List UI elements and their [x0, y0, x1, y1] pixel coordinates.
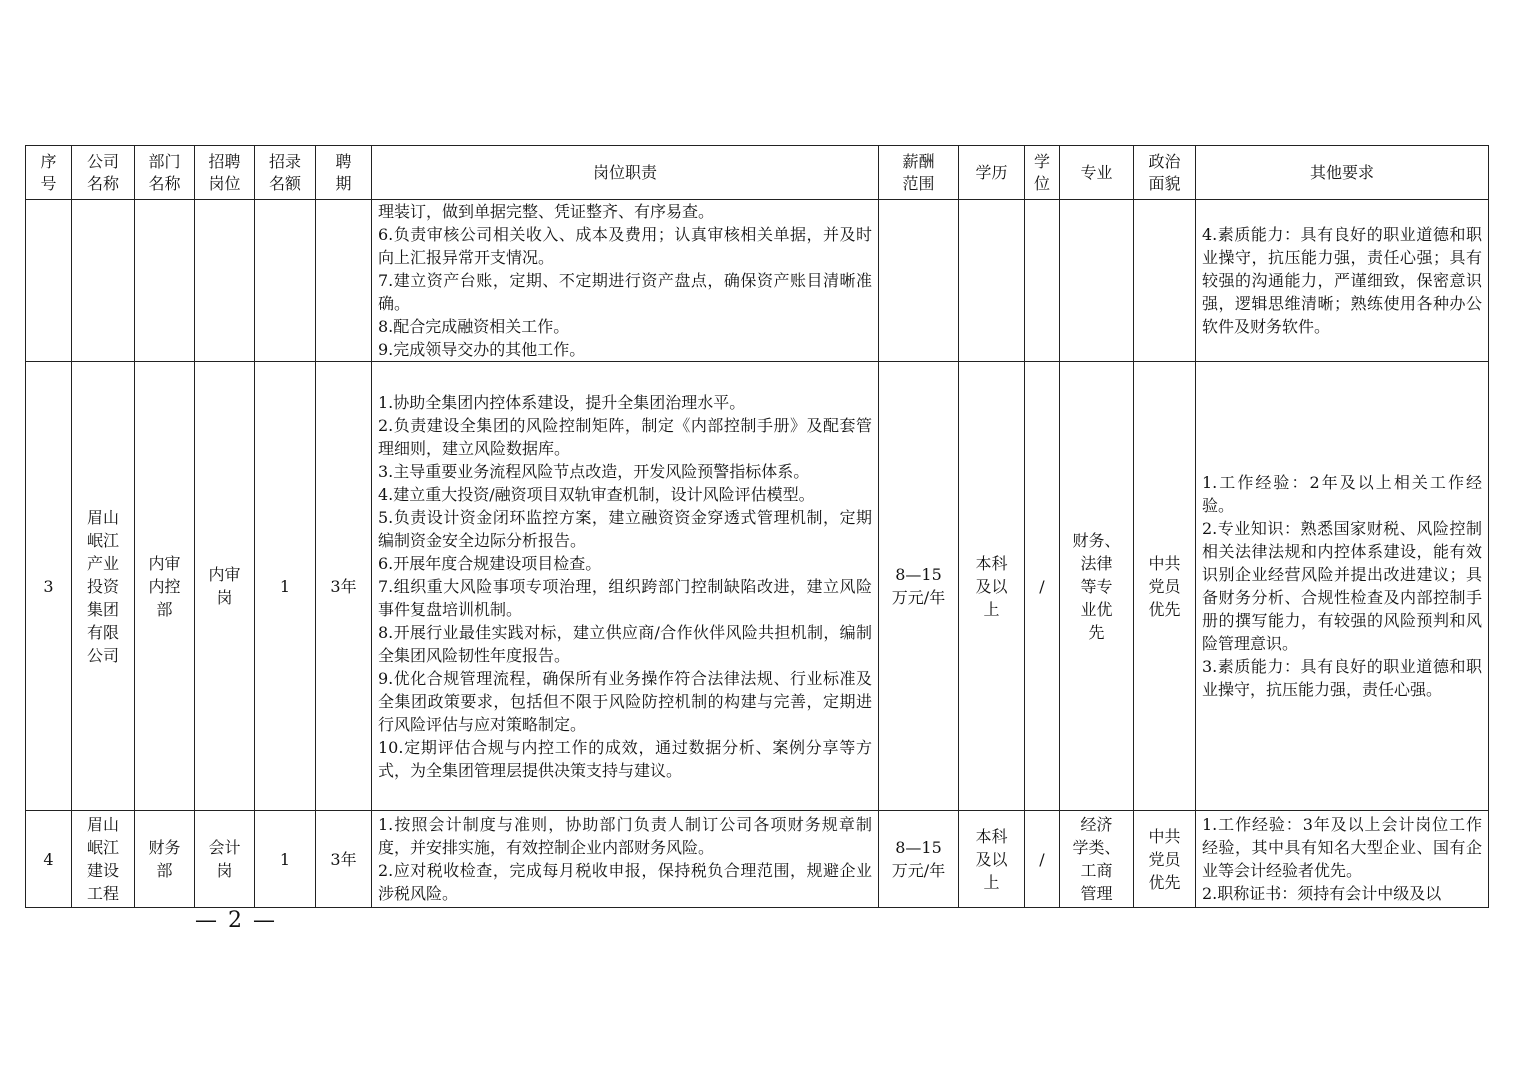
cell-line: 岗: [216, 861, 233, 880]
cell-line: 法律: [1080, 553, 1113, 573]
cell-line: 岗: [216, 588, 233, 607]
cell-term: 3年: [316, 811, 372, 908]
cell-line: 8.开展行业最佳实践对标，建立供应商/合作伙伴风险共担机制，编制全集团风险韧性年度报告。: [378, 622, 872, 665]
cell-line: 内审: [208, 565, 241, 584]
header-political: 政治 面貌: [1134, 146, 1196, 200]
cell-dept: [135, 362, 195, 811]
cell-line: 党员: [1148, 576, 1181, 596]
cell-line: 6.负责审核公司相关收入、成本及费用；认真审核相关单据，并及时向上汇报异常开支情况。: [378, 225, 872, 267]
cell-dept: [135, 811, 195, 908]
cell-line: 10.定期评估合规与内控工作的成效，通过数据分析、案例分享等方式，为全集团管理层提供决策支持与建议。: [378, 737, 872, 780]
cell-line: 部: [156, 599, 173, 619]
cell-education: [959, 811, 1025, 908]
cell-term: [316, 200, 372, 362]
header-row: [26, 146, 1489, 200]
cell-line: 及以: [975, 849, 1008, 869]
cell-line: 7.组织重大风险事项专项治理，组织跨部门控制缺陷改进，建立风险事件复盘培训机制。: [378, 576, 872, 619]
cell-line: 5.负责设计资金闭环监控方案，建立融资资金穿透式管理机制，定期编制资金安全边际分析报告。: [378, 507, 872, 550]
header-dept: 部门 名称: [135, 146, 195, 200]
cell-line: 有限: [86, 622, 119, 642]
cell-company: [72, 200, 135, 362]
cell-political: [1134, 811, 1196, 908]
cell-line: 中共: [1148, 553, 1181, 573]
cell-line: 业优: [1080, 599, 1113, 619]
cell-term: 3年: [316, 362, 372, 811]
cell-dept: [135, 200, 195, 362]
cell-line: 上: [983, 872, 1000, 892]
cell-line: 优先: [1148, 599, 1181, 619]
cell-line: 眉山: [86, 507, 119, 527]
cell-other-requirements: [1196, 200, 1489, 362]
cell-line: 先: [1088, 622, 1105, 642]
cell-line: 9.优化合规管理流程，确保所有业务操作符合法律法规、行业标准及全集团政策要求，包括但不限于风险防控机制的构建与完善，定期进行风险评估与应对策略制定。: [378, 668, 872, 734]
cell-seq: [26, 200, 72, 362]
cell-line: 产业: [86, 553, 119, 573]
cell-other-requirements: [1196, 362, 1489, 811]
cell-seq: 3: [26, 362, 72, 811]
cell-line: 部: [156, 861, 173, 880]
cell-degree: /: [1025, 362, 1060, 811]
cell-line: 财务、: [1072, 530, 1121, 550]
header-other: 其他要求: [1196, 146, 1489, 200]
cell-line: 本科: [975, 826, 1008, 846]
cell-line: 学类、: [1072, 838, 1121, 857]
cell-line: 公司: [86, 645, 119, 665]
cell-line: 会计: [208, 838, 241, 857]
cell-line: 财务: [148, 838, 181, 857]
cell-line: 1.协助全集团内控体系建设，提升全集团治理水平。: [378, 392, 746, 412]
cell-line: 1.工作经验：3年及以上会计岗位工作经验，其中具有知名大型企业、国有企业等会计经验者优先。: [1202, 815, 1482, 880]
cell-position: [195, 362, 255, 811]
cell-line: 8—15: [895, 838, 942, 857]
cell-line: 7.建立资产台账，定期、不定期进行资产盘点，确保资产账目清晰准确。: [378, 271, 872, 313]
cell-line: 本科: [975, 553, 1008, 573]
cell-line: 及以: [975, 576, 1008, 596]
cell-education: [959, 362, 1025, 811]
cell-line: 2.应对税收检查，完成每月税收申报，保持税负合理范围，规避企业涉税风险。: [378, 861, 872, 903]
table-row: [26, 811, 1489, 908]
cell-line: 8.配合完成融资相关工作。: [378, 317, 570, 336]
cell-line: 3.素质能力：具有良好的职业道德和职业操守，抗压能力强，责任心强。: [1202, 657, 1482, 699]
cell-salary: [879, 362, 959, 811]
cell-other-requirements: [1196, 811, 1489, 908]
recruitment-table: [25, 145, 1489, 908]
cell-line: 优先: [1148, 872, 1181, 892]
cell-line: 中共: [1148, 826, 1181, 846]
cell-duties: [372, 200, 879, 362]
cell-duties: [372, 362, 879, 811]
cell-line: 2.专业知识：熟悉国家财税、风险控制相关法律法规和内控体系建设，能有效识别企业经营风险并提出改进建议；具备财务分析、合规性检查及内部控制手册的撰写能力，有较强的风险预判和风险管理意识。: [1202, 519, 1482, 653]
header-education: 学历: [959, 146, 1025, 200]
cell-position: [195, 200, 255, 362]
cell-line: 2.职称证书：须持有会计中级及以: [1202, 884, 1442, 903]
cell-company: [72, 811, 135, 908]
cell-line: 2.负责建设全集团的风险控制矩阵，制定《内部控制手册》及配套管理细则，建立风险数据库。: [378, 415, 872, 458]
table-row: [26, 362, 1489, 811]
header-duties: 岗位职责: [372, 146, 879, 200]
cell-line: 内审: [148, 553, 181, 573]
header-degree: 学 位: [1025, 146, 1060, 200]
cell-quota: 1: [255, 811, 316, 908]
cell-salary: [879, 811, 959, 908]
cell-line: 上: [983, 599, 1000, 619]
cell-line: 工程: [86, 884, 119, 903]
cell-duties: [372, 811, 879, 908]
table-body: [26, 200, 1489, 908]
cell-degree: [1025, 200, 1060, 362]
cell-degree: /: [1025, 811, 1060, 908]
cell-line: 万元/年: [891, 861, 946, 880]
header-term: 聘 期: [316, 146, 372, 200]
cell-line: 岷江: [86, 838, 119, 857]
cell-line: 1.工作经验：2年及以上相关工作经验。: [1202, 473, 1482, 515]
header-major: 专业: [1060, 146, 1134, 200]
cell-political: [1134, 200, 1196, 362]
table-row: [26, 200, 1489, 362]
cell-quota: [255, 200, 316, 362]
cell-line: 8—15: [895, 565, 942, 584]
header-position: 招聘 岗位: [195, 146, 255, 200]
cell-line: 3.主导重要业务流程风险节点改造，开发风险预警指标体系。: [378, 461, 810, 481]
cell-line: 党员: [1148, 849, 1181, 869]
cell-company: [72, 362, 135, 811]
header-salary: 薪酬 范围: [879, 146, 959, 200]
cell-line: 6.开展年度合规建设项目检查。: [378, 553, 602, 573]
cell-line: 岷江: [86, 530, 119, 550]
cell-line: 9.完成领导交办的其他工作。: [378, 340, 586, 359]
cell-line: 4.建立重大投资/融资项目双轨审查机制，设计风险评估模型。: [378, 484, 815, 504]
page-number: — 2 —: [195, 908, 277, 933]
cell-seq: 4: [26, 811, 72, 908]
cell-line: 等专: [1080, 576, 1113, 596]
cell-political: [1134, 362, 1196, 811]
cell-position: [195, 811, 255, 908]
cell-line: 4.素质能力：具有良好的职业道德和职业操守，抗压能力强，责任心强；具有较强的沟通能力，严谨细致，保密意识强，逻辑思维清晰；熟练使用各种办公软件及财务软件。: [1202, 225, 1482, 336]
cell-line: 管理: [1080, 884, 1113, 903]
cell-line: 建设: [86, 861, 119, 880]
cell-line: 工商: [1080, 861, 1113, 880]
cell-salary: [879, 200, 959, 362]
cell-major: [1060, 811, 1134, 908]
cell-line: 万元/年: [891, 588, 946, 607]
cell-line: 集团: [86, 599, 119, 619]
cell-quota: 1: [255, 362, 316, 811]
cell-line: 理装订，做到单据完整、凭证整齐、有序易查。: [378, 202, 715, 221]
header-seq: 序 号: [26, 146, 72, 200]
cell-line: 经济: [1080, 815, 1113, 834]
cell-major: [1060, 200, 1134, 362]
cell-line: 眉山: [86, 815, 119, 834]
cell-line: 投资: [86, 576, 119, 596]
cell-major: [1060, 362, 1134, 811]
cell-line: 1.按照会计制度与准则，协助部门负责人制订公司各项财务规章制度，并安排实施，有效控制企业内部财务风险。: [378, 815, 872, 857]
cell-education: [959, 200, 1025, 362]
cell-line: 内控: [148, 576, 181, 596]
header-company: 公司 名称: [72, 146, 135, 200]
header-quota: 招录 名额: [255, 146, 316, 200]
